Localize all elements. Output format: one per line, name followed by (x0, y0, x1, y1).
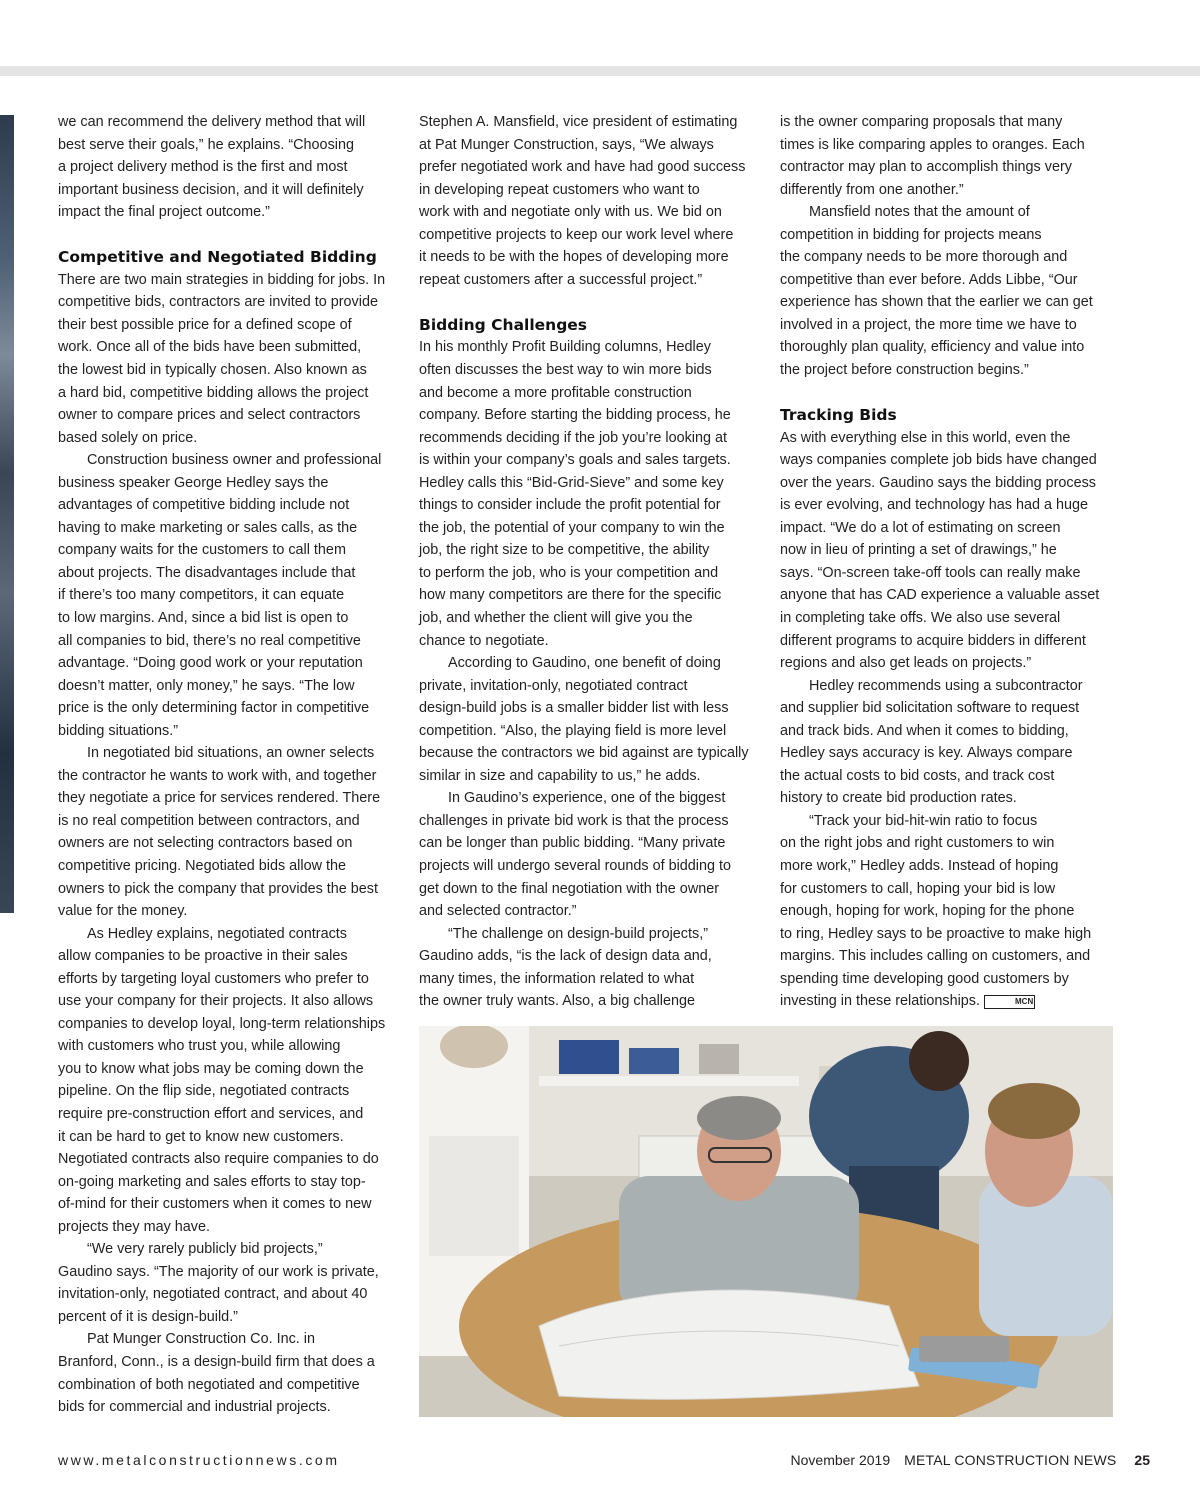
col2-intro (419, 111, 755, 291)
paragraph: As with everything else in this world, even the ways companies complete job bids have changed over the years. Gaudino says the bidding process is ever evolving, and technology has had a huge impact. “We do a lot of estimating on screen now in lieu of printing a set of drawings,” he says. “On-screen take-off tools can really make anyone that has CAD experience a valuable asset in completing take offs. We also use several different programs to acquire bidders in different regions and also get leads on projects.” (780, 429, 1100, 672)
col3-intro (780, 111, 1116, 382)
footer-info (791, 1452, 1150, 1468)
paragraph: In his monthly Profit Building columns, Hedley often discusses the best way to win more bids and become a more profitable construction company. Before starting the bidding process, he recommends deciding if the job you’re looking at is within your company’s goals and sales targets. Hedley calls this “Bid-Grid-Sieve” and some key things to consider include the profit potential for the job, the potential of your company to win the job, the right size to be competitive, the ability to perform the job, who is your competition and how many competitors are there for the specific job, and whether the client will give you the chance to negotiate. (419, 339, 731, 649)
heading-competitive-negotiated: Competitive and Negotiated Bidding (58, 248, 377, 267)
paragraph: According to Gaudino, one benefit of doing private, invitation-only, negotiated contract design-build jobs is a smaller bidder list with less competition. “Also, the playing field is more level because the contractors we bid against are typically similar in size and capability to us,” he adds. (419, 655, 749, 784)
paragraph: “The challenge on design-build projects,” Gaudino adds, “is the lack of design data and, many times, the information related to what the owner truly wants. Also, a big challenge (419, 925, 712, 1010)
meeting-illustration (419, 1026, 1113, 1417)
column-1 (58, 111, 394, 1419)
paragraph: Mansfield notes that the amount of competition in bidding for projects means the company needs to be more thorough and competitive than ever before. Adds Libbe, “Our experience has shown that the earlier we can get involved in a project, the more time we have to thoroughly plan quality, efficiency and value into the project before construction begins.” (780, 204, 1093, 379)
col3-body (780, 427, 1116, 1013)
paragraph: Construction business owner and professional business speaker George Hedley says the advantages of competitive bidding include not having to make marketing or sales calls, as the company waits for the customers to call them about projects. The disadvantages include that if there’s too many competitors, it can equate to low margins. And, since a bid list is open to all companies to bid, there’s no real competitive advantage. “Doing good work or your reputation doesn’t matter, only money,” he says. “The low price is the only determining factor in competitive bidding situations.” (58, 452, 382, 739)
column-3 (780, 111, 1116, 1013)
paragraph: In negotiated bid situations, an owner selects the contractor he wants to work with, and together they negotiate a price for services rendered. There is no real competition between contractors, and owners are not selecting contractors based on competitive pricing. Negotiated bids allow the owners to pick the company that provides the best value for the money. (58, 745, 381, 920)
paragraph: “Track your bid-hit-win ratio to focus on the right jobs and right customers to win more work,” Hedley adds. Instead of hoping for customers to call, hoping your bid is low enough, hoping for work, hoping for the phone to ring, Hedley says to be proactive to make high margins. This includes calling on customers, and spending time developing good customers by investing in these relationships. MCN (780, 812, 1092, 1010)
top-band (0, 66, 1200, 76)
paragraph: Pat Munger Construction Co. Inc. in Branford, Conn., is a design-build firm that does a combination of both negotiated and competitive bids for commercial and industrial projects. (58, 1331, 375, 1416)
issue-date: November 2019 (790, 1452, 891, 1468)
end-mark: MCN (984, 995, 1035, 1009)
column-2 (419, 111, 755, 1013)
heading-tracking-bids: Tracking Bids (780, 406, 897, 425)
heading-bidding-challenges: Bidding Challenges (419, 315, 588, 334)
paragraph: is the owner comparing proposals that many times is like comparing apples to oranges. Each contractor may plan to accomplish things very differently from one another.” (780, 114, 1085, 198)
paragraph: Hedley recommends using a subcontractor and supplier bid solicitation software to request and track bids. And when it comes to bidding, Hedley says accuracy is key. Always compare the actual costs to bid costs, and track cost history to create bid production rates. (780, 677, 1083, 807)
paragraph: There are two main strategies in bidding for jobs. In competitive bids, contractors are invited to provide their best possible price for a defined scope of work. Once all of the bids have been submitted, the lowest bid in typically chosen. Also known as a hard bid, competitive bidding allows the project owner to compare prices and select contractors based solely on price. (58, 271, 386, 446)
paragraph: Stephen A. Mansfield, vice president of estimating at Pat Munger Construction, says, “We always prefer negotiated work and have had good success in developing repeat customers who want to work with and negotiate only with us. We bid on competitive projects to keep our work level where it needs to be with the hopes of developing more repeat customers after a successful project.” (419, 114, 746, 288)
magazine-name: METAL CONSTRUCTION NEWS (904, 1452, 1117, 1468)
col1-intro (58, 111, 394, 224)
left-edge-photo (0, 115, 14, 913)
paragraph: As Hedley explains, negotiated contracts allow companies to be proactive in their sales efforts by targeting loyal customers who prefer to use your company for their projects. It also allows companies to develop loyal, long-term relationships with customers who trust you, while allowing you to know what jobs may be coming down the pipeline. On the flip side, negotiated contracts require pre-construction effort and services, and it can be hard to get to know new customers. Negotiated contracts also require companies to do on-going marketing and sales efforts to stay top- of-mind for their customers when it comes to new projects they may have. (58, 925, 386, 1235)
page-number: 25 (1134, 1452, 1150, 1468)
paragraph: In Gaudino’s experience, one of the biggest challenges in private bid work is that the process can be longer than public bidding. “Many private projects will undergo several rounds of bidding to get down to the final negotiation with the owner and selected contractor.” (419, 790, 731, 920)
paragraph: “We very rarely publicly bid projects,” Gaudino says. “The majority of our work is private, invitation-only, negotiated contract, and about 40 percent of it is design-build.” (58, 1241, 379, 1325)
meeting-photo (419, 1026, 1113, 1417)
col2-body (419, 336, 755, 1012)
col1-body (58, 269, 394, 1419)
paragraph: we can recommend the delivery method that will best serve their goals,” he explains. “Choosing a project delivery method is the first and most important business decision, and it will definitely impact the final project outcome.” (58, 114, 366, 221)
footer-url[interactable]: www.metalconstructionnews.com (58, 1452, 340, 1468)
